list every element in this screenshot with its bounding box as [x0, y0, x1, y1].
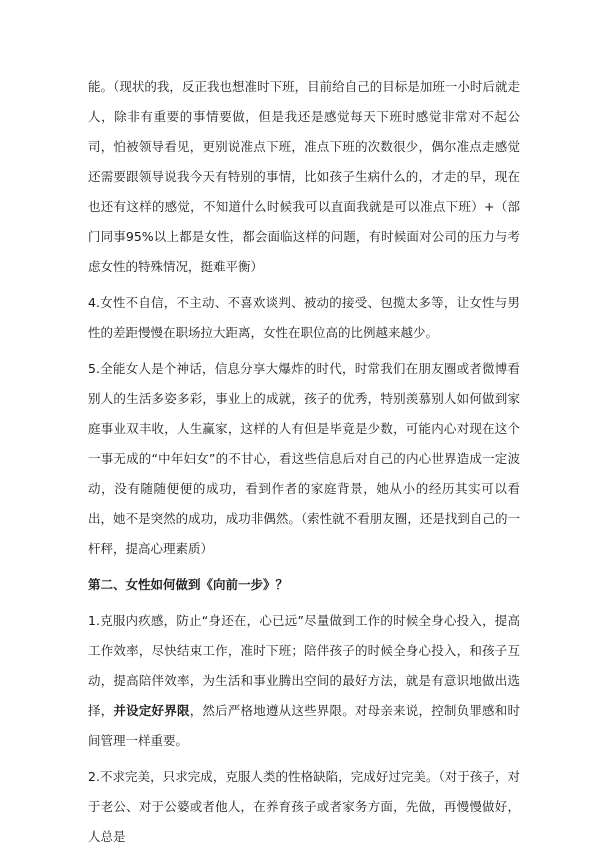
- paragraph-text: ，然后严格地遵从这些界限。对母亲来说，控制负罪感和时间管理一样重要。: [88, 703, 520, 748]
- paragraph-text: 2.不求完美，只求完成，克服人类的性格缺陷，完成好过完美。（对于孩子，对于老公、对于公婆或者他人，在养育孩子或者家务方面，先做，再慢慢做好，人总是: [88, 769, 520, 844]
- paragraph-text: 1.克服内疚感，防止“身还在，心已远”尽量做到工作的时候全身心投入，提高工作效率，尽快结束工作，准时下班；陪伴孩子的时候全身心投入，和孩子互动，提高陪伴效率，为生活和事业腾出空间的最好方法，就是有意识地做出选择，: [88, 613, 520, 718]
- paragraph-text: 能。（现状的我，反正我也想准时下班，目前给自己的目标是加班一小时后就走人，除非有重要的事情要做，但是我还是感觉每天下班时感觉非常对不起公司，怕被领导看见，更别说准点下班，准点下班的次数很少，偶尔准点走感觉还需要跟领导说我今天有特别的事情，比如孩子生病什么的，才走的早，现在也还有这样的感觉，不知道什么时候我可以直面我就是可以准点下班）+（部门同事95%以上都是女性，都会面临这样的问题，有时候面对公司的压力与考虑女性的特殊情况，挺难平衡）: [88, 79, 520, 274]
- document-page: [88, 72, 520, 852]
- paragraph-point-1: [88, 606, 520, 756]
- bold-emphasis: 并设定好界限: [113, 703, 190, 718]
- paragraph-text: 5.全能女人是个神话，信息分享大爆炸的时代，时常我们在朋友圈或者微博看别人的生活多姿多彩，事业上的成就，孩子的优秀，特别羡慕别人如何做到家庭事业双丰收，人生赢家，这样的人有但是毕竟是少数，可能内心对现在这个一事无成的“中年妇女”的不甘心，看这些信息后对自己的内心世界造成一定波动，没有随随便便的成功，看到作者的家庭背景，她从小的经历其实可以看出，她不是突然的成功，成功非偶然。（索性就不看朋友圈，还是找到自己的一杆秤，提高心理素质）: [88, 361, 520, 556]
- paragraph-point-4: [88, 288, 520, 348]
- paragraph-point-2: [88, 762, 520, 852]
- paragraph-point-5: [88, 354, 520, 564]
- heading-text: 第二、女性如何做到《向前一步》？: [88, 577, 289, 592]
- section-heading: [88, 570, 520, 600]
- paragraph-text: 4.女性不自信，不主动、不喜欢谈判、被动的接受、包揽太多等，让女性与男性的差距慢慢在职场拉大距离，女性在职位高的比例越来越少。: [88, 295, 520, 340]
- paragraph-work-hours: [88, 72, 520, 282]
